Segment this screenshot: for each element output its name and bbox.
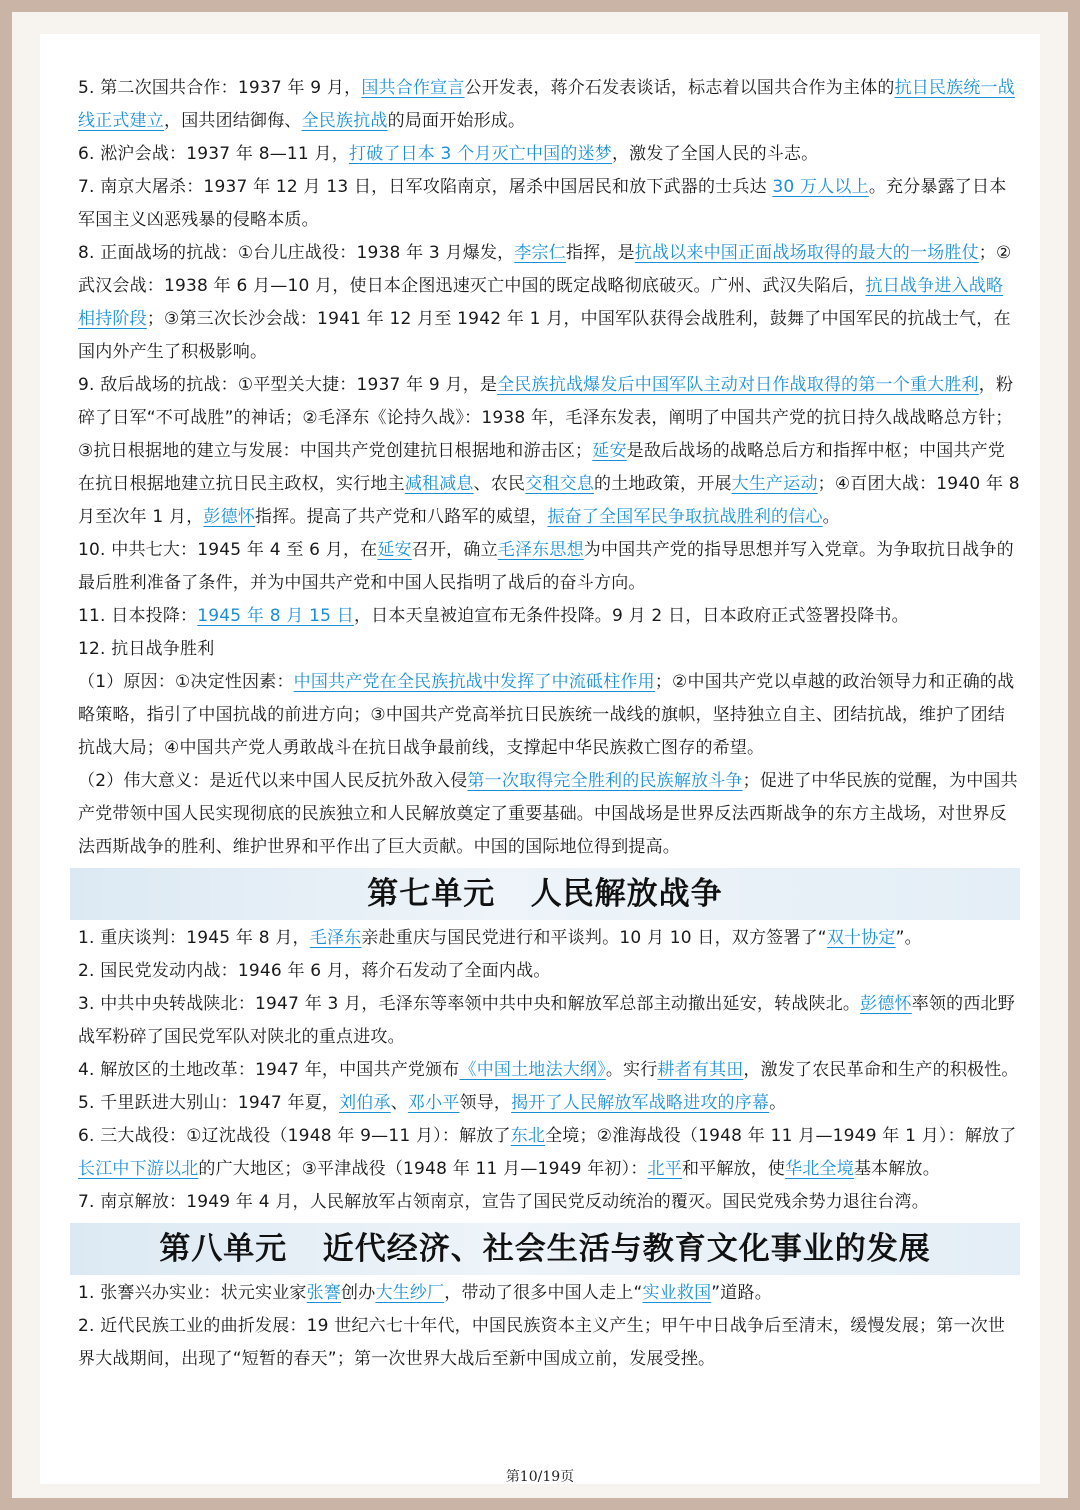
keyword: 实业救国 [642, 1283, 712, 1303]
keyword: 延安 [592, 441, 627, 461]
item-11 [78, 600, 1020, 633]
keyword: 大生纱厂 [375, 1283, 445, 1303]
keyword: 揭开了人民解放军战略进攻的序幕 [511, 1093, 770, 1113]
text: ；④百团大战：1940 年 8 月至次年 1 月， [78, 474, 1020, 527]
text: ，国共团结御侮、 [164, 111, 302, 131]
text: 1. 张謇兴办实业：状元实业家 [78, 1283, 307, 1303]
unit-8-heading: 第八单元 近代经济、社会生活与教育文化事业的发展 [70, 1223, 1020, 1275]
keyword: 北平 [647, 1159, 682, 1179]
text: 5. 千里跃进大别山：1947 年夏， [78, 1093, 340, 1113]
text: 8. 正面战场的抗战：①台儿庄战役：1938 年 3 月爆发， [78, 243, 515, 263]
unit7-item-7: 7. 南京解放：1949 年 4 月，人民解放军占领南京，宣告了国民党反动统治的覆灭。国民党残余势力退往台湾。 [78, 1192, 929, 1212]
unit7-item-6 [78, 1120, 1020, 1186]
keyword: 刘伯承 [339, 1093, 391, 1113]
item-12-reasons [78, 666, 1020, 765]
keyword: 交租交息 [525, 474, 595, 494]
item-12-significance [78, 765, 1020, 864]
keyword: 延安 [377, 540, 412, 560]
item-12-title: 12. 抗日战争胜利 [78, 639, 215, 659]
text: ，激发了农民革命和生产的积极性。 [743, 1060, 1019, 1080]
text: 9. 敌后战场的抗战：①平型关大捷：1937 年 9 月，是 [78, 375, 498, 395]
document-page [40, 34, 1040, 1484]
keyword: 东北 [510, 1126, 546, 1146]
keyword: 毛泽东 [309, 928, 362, 948]
keyword: 全民族抗战爆发后中国军队主动对日作战取得的第一个重大胜利 [497, 375, 979, 395]
keyword: 李宗仁 [514, 243, 566, 263]
text: 5. 第二次国共合作：1937 年 9 月， [78, 78, 362, 98]
keyword: 1945 年 8 月 15 日 [197, 606, 354, 626]
text: 的土地政策，开展 [594, 474, 732, 494]
text: 和平解放，使 [681, 1159, 786, 1179]
keyword: 双十协定 [826, 928, 896, 948]
item-8 [78, 237, 1020, 369]
keyword: 彭德怀 [203, 507, 256, 527]
text: 6. 淞沪会战：1937 年 8—11 月， [78, 144, 349, 164]
text: 10. 中共七大：1945 年 4 至 6 月，在 [78, 540, 378, 560]
text: 召开，确立 [411, 540, 498, 560]
text: （1）原因：①决定性因素： [78, 672, 294, 692]
item-7 [78, 171, 1020, 237]
keyword: 大生产运动 [731, 474, 818, 494]
text: 、农民 [473, 474, 526, 494]
text: ，日本天皇被迫宣布无条件投降。9 月 2 日，日本政府正式签署投降书。 [353, 606, 909, 626]
text: （2）伟大意义：是近代以来中国人民反抗外敌入侵 [78, 771, 468, 791]
keyword: 振奋了全国军民争取抗战胜利的信心 [547, 507, 823, 527]
text: 亲赴重庆与国民党进行和平谈判。10 月 10 日，双方签署了“ [361, 928, 827, 948]
unit7-item-1 [78, 922, 1020, 955]
text: ；②武汉会战：1938 年 6 月—10 月，使日本企图迅速灭亡中国的既定战略彻底破灭。广州、武汉失陷后， [78, 243, 1012, 296]
item-6 [78, 138, 1020, 171]
text: 为中国共产党的指导思想并写入党章。为争取抗日战争的最后胜利准备了条件，并为中国共产党和中国人民指明了战后的奋斗方向。 [78, 540, 1014, 593]
unit8-item-1 [78, 1277, 1020, 1310]
text: 的广大地区；③平津战役（1948 年 11 月—1949 年初）： [198, 1159, 648, 1179]
keyword: 抗日战争进入战略相持阶段 [78, 276, 1004, 329]
text: 基本解放。 [853, 1159, 940, 1179]
text: 1. 重庆谈判：1945 年 8 月， [78, 928, 310, 948]
text: 4. 解放区的土地改革：1947 年，中国共产党颁布 [78, 1060, 460, 1080]
text: ；促进了中华民族的觉醒，为中国共产党带领中国人民实现彻底的民族独立和人民解放奠定了重要基础。中国战场是世界反法西斯战争的东方主战场，对世界反法西斯战争的胜利、维护世界和平作出了巨大贡献。中国的国际地位得到提高。 [78, 771, 1018, 857]
keyword: 国共合作宣言 [361, 78, 465, 98]
unit7-item-3 [78, 988, 1020, 1054]
text: 率领的西北野战军粉碎了国民党军队对陕北的重点进攻。 [78, 994, 1015, 1047]
text: 全境；②淮海战役（1948 年 11 月—1949 年 1 月）：解放了 [545, 1126, 1017, 1146]
item-5 [78, 72, 1020, 138]
unit7-item-4 [78, 1054, 1020, 1087]
page-number: 第10/19页 [505, 1469, 575, 1485]
keyword: 《中国土地法大纲》 [459, 1060, 606, 1080]
text: 公开发表，蒋介石发表谈话，标志着以国共合作为主体的 [464, 78, 895, 98]
keyword: 毛泽东思想 [497, 540, 584, 560]
keyword: 30 万人以上 [772, 177, 869, 197]
keyword: 中国共产党在全民族抗战中发挥了中流砥柱作用 [293, 672, 655, 692]
text: ”道路。 [711, 1283, 772, 1303]
text: ，激发了全国人民的斗志。 [611, 144, 819, 164]
text: 。充分暴露了日本军国主义凶恶残暴的侵略本质。 [78, 177, 1007, 230]
keyword: 邓小平 [407, 1093, 460, 1113]
text: 。实行 [605, 1060, 658, 1080]
keyword: 抗战以来中国正面战场取得的最大的一场胜仗 [634, 243, 979, 263]
text: ”。 [895, 928, 922, 948]
text: 。 [769, 1093, 787, 1113]
text: 是敌后战场的战略总后方和指挥中枢；中国共产党在抗日根据地建立抗日民主政权，实行地主 [78, 441, 1006, 494]
unit8-item-2: 2. 近代民族工业的曲折发展：19 世纪六七十年代，中国民族资本主义产生；甲午中日战争后至清末，缓慢发展；第一次世界大战期间，出现了“短暂的春天”；第一次世界大战后至新中国成立前，发展受挫。 [78, 1316, 1006, 1369]
keyword: 长江中下游以北 [78, 1159, 199, 1179]
unit7-item-2: 2. 国民党发动内战：1946 年 6 月，蒋介石发动了全面内战。 [78, 961, 551, 981]
keyword: 张謇 [306, 1283, 342, 1303]
unit7-item-5 [78, 1087, 1020, 1120]
text: ，带动了很多中国人走上“ [444, 1283, 643, 1303]
text: ；②中国共产党以卓越的政治领导力和正确的战略策略，指引了中国抗战的前进方向；③中国共产党高举抗日民族统一战线的旗帜，坚持独立自主、团结抗战，维护了团结抗战大局；④中国共产党人勇敢战斗在抗日战争最前线，支撑起中华民族救亡图存的希望。 [78, 672, 1015, 758]
text: 创办 [341, 1283, 376, 1303]
text: 领导， [459, 1093, 512, 1113]
text: 、 [390, 1093, 408, 1113]
keyword: 第一次取得完全胜利的民族解放斗争 [467, 771, 743, 791]
text: 11. 日本投降： [78, 606, 198, 626]
page-frame [12, 12, 1068, 1498]
text: 6. 三大战役：①辽沈战役（1948 年 9—11 月）：解放了 [78, 1126, 511, 1146]
keyword: 抗日民族统一战线正式建立 [78, 78, 1015, 131]
keyword: 全民族抗战 [301, 111, 388, 131]
keyword: 华北全境 [785, 1159, 854, 1179]
text: 的局面开始形成。 [387, 111, 526, 131]
document-content [78, 72, 1020, 1376]
text: 7. 南京大屠杀：1937 年 12 月 13 日，日军攻陷南京，屠杀中国居民和放下武器的士兵达 [78, 177, 773, 197]
text: ；③第三次长沙会战：1941 年 12 月至 1942 年 1 月，中国军队获得会战胜利，鼓舞了中国军民的抗战士气，在国内外产生了积极影响。 [78, 309, 1011, 362]
text: 3. 中共中央转战陕北：1947 年 3 月，毛泽东等率领中共中央和解放军总部主动撤出延安，转战陕北。 [78, 994, 861, 1014]
keyword: 彭德怀 [860, 994, 912, 1014]
text: 指挥，是 [565, 243, 635, 263]
keyword: 耕者有其田 [657, 1060, 744, 1080]
item-9 [78, 369, 1020, 534]
item-10 [78, 534, 1020, 600]
text: 。 [822, 507, 840, 527]
text: ，粉碎了日军“不可战胜”的神话；②毛泽东《论持久战》：1938 年，毛泽东发表，阐明了中国共产党的抗日持久战战略总方针；③抗日根据地的建立与发展：中国共产党创建抗日根据地和游击区； [78, 375, 1014, 461]
unit-7-heading: 第七单元 人民解放战争 [70, 868, 1020, 920]
text: 指挥。提高了共产党和八路军的威望， [255, 507, 548, 527]
keyword: 打破了日本 3 个月灭亡中国的迷梦 [348, 144, 612, 164]
keyword: 减租减息 [404, 474, 474, 494]
